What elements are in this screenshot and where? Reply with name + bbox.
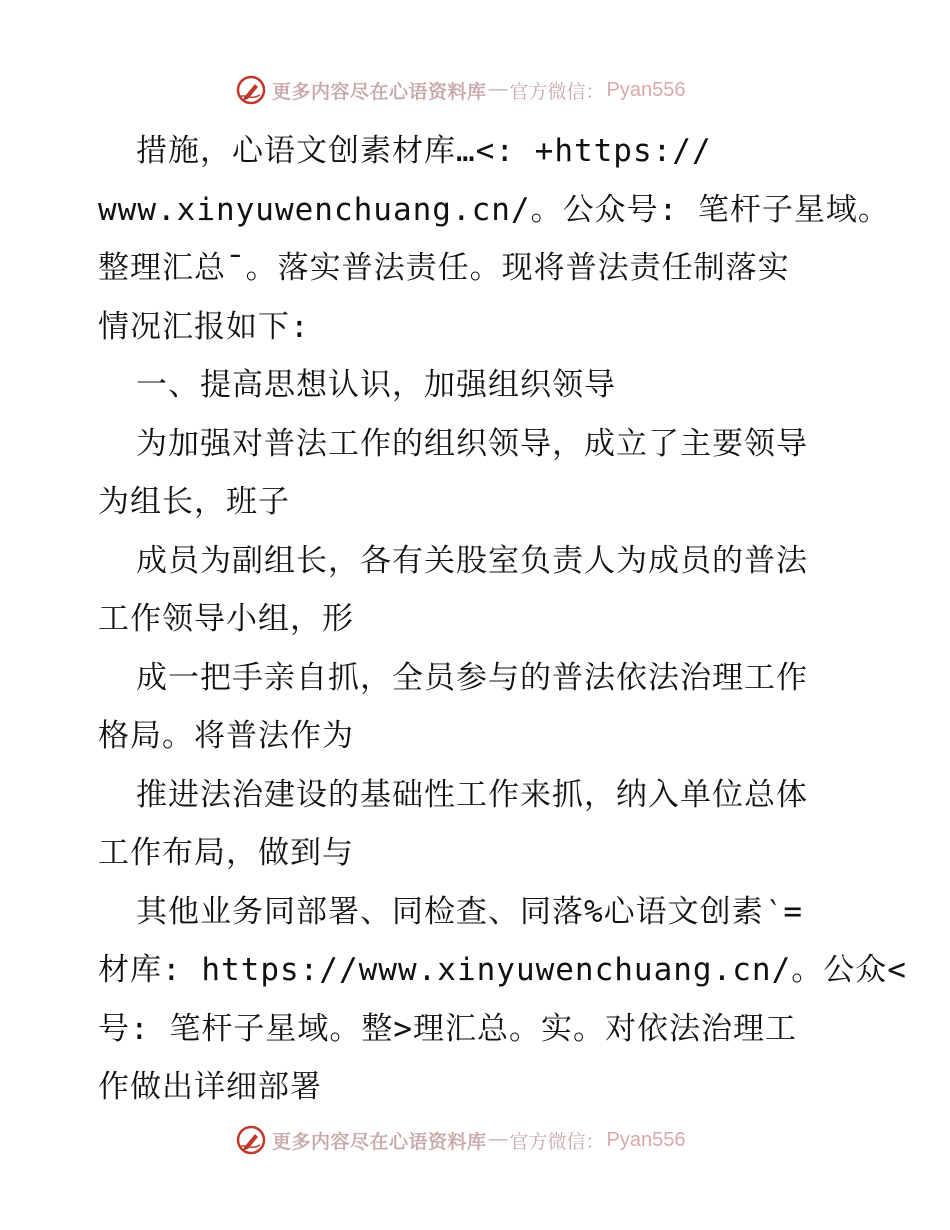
body-line-12: 推进法治建设的基础性工作来抓，纳入单位总体	[136, 776, 808, 813]
banner-wechat-handle: Pyan556	[606, 1128, 686, 1151]
banner-title: 更多内容尽在心语资料库	[272, 80, 487, 103]
body-line-2: www.xinyuwenchuang.cn/。公众号: 笔杆子星域。	[98, 191, 890, 228]
body-line-14: 其他业务同部署、同检查、同落%心语文创素‵=	[136, 893, 803, 930]
body-line-7: 为组长，班子	[98, 484, 290, 520]
document-body	[98, 122, 907, 1117]
body-line-6: 为加强对普法工作的组织领导，成立了主要领导	[136, 425, 808, 462]
header-watermark-banner	[236, 73, 716, 107]
body-line-10: 成一把手亲自抓，全员参与的普法依法治理工作	[136, 659, 808, 696]
body-line-3: 整理汇总¯。落实普法责任。现将普法责任制落实	[98, 250, 790, 286]
banner-separator: —	[488, 79, 508, 100]
body-line-8: 成员为副组长，各有关股室负责人为成员的普法	[136, 542, 808, 579]
banner-wechat-label: 官方微信：	[509, 80, 605, 103]
banner-wechat-label: 官方微信：	[509, 1130, 605, 1153]
body-line-15: 材库: https://www.xinyuwenchuang.cn/。公众<	[98, 952, 907, 988]
body-line-11: 格局。将普法作为	[98, 718, 354, 754]
body-line-9: 工作领导小组，形	[98, 601, 354, 637]
footer-watermark-banner	[236, 1123, 716, 1157]
pen-logo-icon	[236, 75, 266, 105]
body-line-1: 措施，心语文创素材库…<: +https://	[136, 133, 712, 169]
section-heading: 一、提高思想认识，加强组织领导	[136, 367, 616, 403]
banner-wechat-handle: Pyan556	[606, 78, 686, 101]
banner-title: 更多内容尽在心语资料库	[272, 1130, 487, 1153]
body-line-13: 工作布局，做到与	[98, 835, 354, 871]
pen-logo-icon	[236, 1125, 266, 1155]
body-line-4: 情况汇报如下:	[98, 308, 310, 345]
banner-separator: —	[488, 1129, 508, 1150]
body-line-16: 号: 笔杆子星域。整>理汇总。实。对依法治理工	[98, 1010, 797, 1047]
body-line-17: 作做出详细部署	[98, 1069, 322, 1105]
